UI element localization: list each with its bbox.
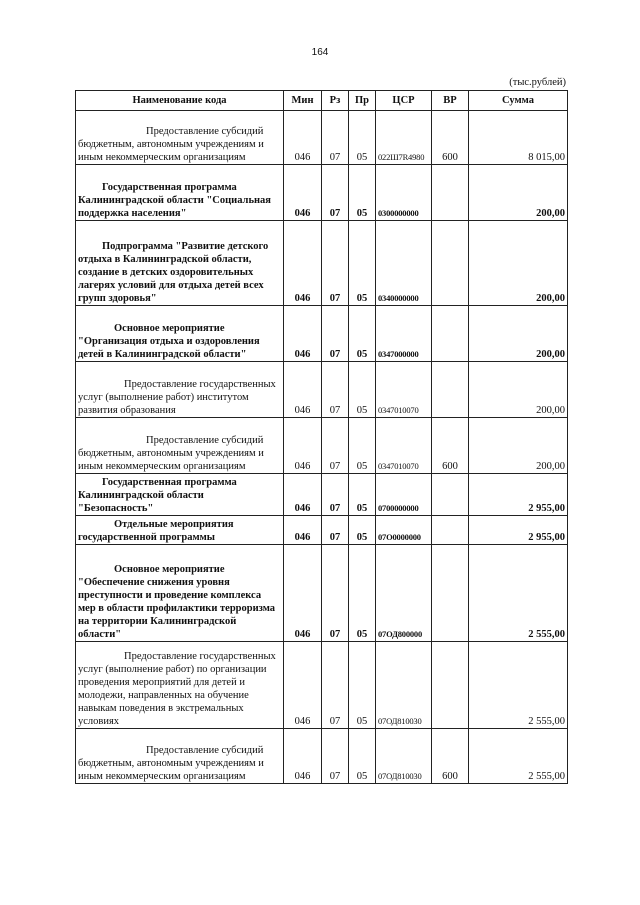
row-min: 046 bbox=[284, 362, 322, 418]
row-pr: 05 bbox=[349, 221, 376, 306]
row-pr: 05 bbox=[349, 642, 376, 729]
table-row bbox=[76, 165, 568, 221]
header-name: Наименование кода bbox=[76, 91, 284, 111]
row-rz: 07 bbox=[322, 516, 349, 545]
row-name: Предоставление государственных услуг (выполнение работ) институтом развития образования bbox=[76, 362, 284, 418]
header-sum: Сумма bbox=[469, 91, 568, 111]
row-csr: 07О0000000 bbox=[376, 516, 432, 545]
header-min: Мин bbox=[284, 91, 322, 111]
table-row bbox=[76, 474, 568, 516]
row-sum: 200,00 bbox=[469, 418, 568, 474]
row-name: Предоставление государственных услуг (выполнение работ) по организации проведения мероприятий для детей и молодежи, направленных на обучение навыкам поведения в экстремальных условиях bbox=[76, 642, 284, 729]
table-header-row bbox=[76, 91, 568, 111]
row-name: Основное мероприятие "Организация отдыха и оздоровления детей в Калининградской области" bbox=[76, 306, 284, 362]
row-vr bbox=[432, 642, 469, 729]
row-csr: 0347010070 bbox=[376, 418, 432, 474]
header-rz: Рз bbox=[322, 91, 349, 111]
row-rz: 07 bbox=[322, 165, 349, 221]
row-min: 046 bbox=[284, 642, 322, 729]
row-vr bbox=[432, 306, 469, 362]
row-pr: 05 bbox=[349, 418, 376, 474]
row-vr bbox=[432, 474, 469, 516]
row-name: Подпрограмма "Развитие детского отдыха в Калининградской области, создание в детских оздоровительных лагерях условий для отдыха детей всех групп здоровья" bbox=[76, 221, 284, 306]
row-sum: 200,00 bbox=[469, 221, 568, 306]
row-vr bbox=[432, 545, 469, 642]
row-pr: 05 bbox=[349, 306, 376, 362]
table-row bbox=[76, 362, 568, 418]
table-row bbox=[76, 306, 568, 362]
row-name: Предоставление субсидий бюджетным, автономным учреждениям и иным некоммерческим организациям bbox=[76, 418, 284, 474]
row-rz: 07 bbox=[322, 362, 349, 418]
row-csr: 0340000000 bbox=[376, 221, 432, 306]
row-sum: 200,00 bbox=[469, 306, 568, 362]
row-pr: 05 bbox=[349, 165, 376, 221]
row-sum: 2 955,00 bbox=[469, 516, 568, 545]
table-row bbox=[76, 729, 568, 784]
row-sum: 2 555,00 bbox=[469, 729, 568, 784]
row-sum: 200,00 bbox=[469, 362, 568, 418]
row-vr bbox=[432, 165, 469, 221]
row-rz: 07 bbox=[322, 474, 349, 516]
row-min: 046 bbox=[284, 545, 322, 642]
table-row bbox=[76, 221, 568, 306]
row-rz: 07 bbox=[322, 111, 349, 165]
row-min: 046 bbox=[284, 729, 322, 784]
row-csr: 07ОД810030 bbox=[376, 642, 432, 729]
row-vr bbox=[432, 516, 469, 545]
row-pr: 05 bbox=[349, 729, 376, 784]
row-pr: 05 bbox=[349, 474, 376, 516]
row-vr: 600 bbox=[432, 111, 469, 165]
table-row bbox=[76, 642, 568, 729]
row-csr: 07ОД810030 bbox=[376, 729, 432, 784]
row-vr bbox=[432, 362, 469, 418]
row-min: 046 bbox=[284, 111, 322, 165]
header-pr: Пр bbox=[349, 91, 376, 111]
page-number: 164 bbox=[311, 47, 329, 58]
row-min: 046 bbox=[284, 474, 322, 516]
row-csr: 0300000000 bbox=[376, 165, 432, 221]
row-vr: 600 bbox=[432, 418, 469, 474]
row-pr: 05 bbox=[349, 516, 376, 545]
header-csr: ЦСР bbox=[376, 91, 432, 111]
row-name: Предоставление субсидий бюджетным, автономным учреждениям и иным некоммерческим организациям bbox=[76, 111, 284, 165]
row-pr: 05 bbox=[349, 362, 376, 418]
table-row bbox=[76, 545, 568, 642]
row-min: 046 bbox=[284, 418, 322, 474]
row-csr: 0347010070 bbox=[376, 362, 432, 418]
row-vr bbox=[432, 221, 469, 306]
row-csr: 022Ш7R4980 bbox=[376, 111, 432, 165]
row-rz: 07 bbox=[322, 729, 349, 784]
row-min: 046 bbox=[284, 221, 322, 306]
row-rz: 07 bbox=[322, 221, 349, 306]
row-pr: 05 bbox=[349, 111, 376, 165]
budget-table bbox=[75, 90, 568, 784]
row-name: Государственная программа Калининградской области "Безопасность" bbox=[76, 474, 284, 516]
row-vr: 600 bbox=[432, 729, 469, 784]
row-csr: 0700000000 bbox=[376, 474, 432, 516]
row-name: Предоставление субсидий бюджетным, автономным учреждениям и иным некоммерческим организациям bbox=[76, 729, 284, 784]
row-min: 046 bbox=[284, 306, 322, 362]
table-row bbox=[76, 111, 568, 165]
row-rz: 07 bbox=[322, 306, 349, 362]
table-row bbox=[76, 418, 568, 474]
row-sum: 8 015,00 bbox=[469, 111, 568, 165]
row-min: 046 bbox=[284, 165, 322, 221]
row-csr: 0347000000 bbox=[376, 306, 432, 362]
units-label: (тыс.рублей) bbox=[509, 77, 566, 88]
row-sum: 2 955,00 bbox=[469, 474, 568, 516]
row-rz: 07 bbox=[322, 418, 349, 474]
row-name: Основное мероприятие "Обеспечение снижения уровня преступности и проведение комплекса мер в области профилактики терроризма на территории Калининградской области" bbox=[76, 545, 284, 642]
row-rz: 07 bbox=[322, 642, 349, 729]
row-name: Отдельные мероприятия государственной программы bbox=[76, 516, 284, 545]
row-pr: 05 bbox=[349, 545, 376, 642]
row-sum: 2 555,00 bbox=[469, 642, 568, 729]
row-csr: 07ОД800000 bbox=[376, 545, 432, 642]
row-min: 046 bbox=[284, 516, 322, 545]
table-row bbox=[76, 516, 568, 545]
row-rz: 07 bbox=[322, 545, 349, 642]
header-vr: ВР bbox=[432, 91, 469, 111]
row-name: Государственная программа Калининградской области "Социальная поддержка населения" bbox=[76, 165, 284, 221]
row-sum: 2 555,00 bbox=[469, 545, 568, 642]
row-sum: 200,00 bbox=[469, 165, 568, 221]
